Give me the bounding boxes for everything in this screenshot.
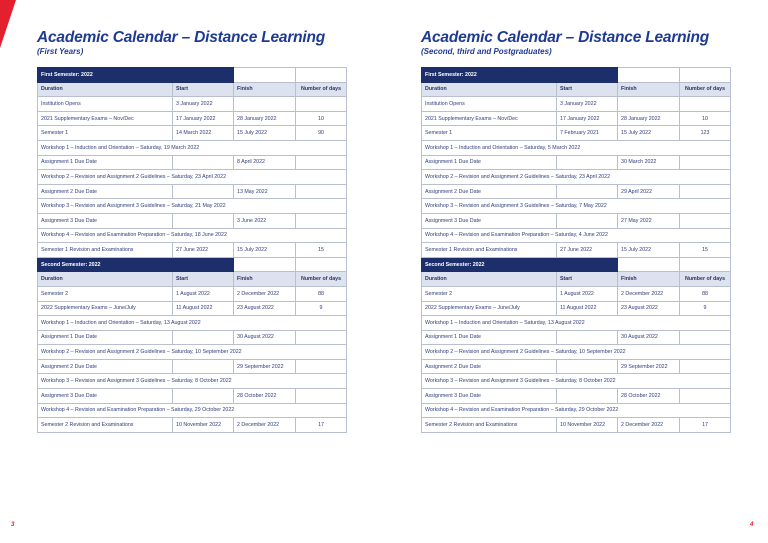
workshop-cell: Workshop 4 – Revision and Examination Preparation – Saturday, 18 June 2022 (38, 228, 347, 243)
workshop-cell: Workshop 1 – Induction and Orientation – Saturday, 5 March 2022 (422, 140, 731, 155)
workshop-cell: Workshop 1 – Induction and Orientation – Saturday, 13 August 2022 (38, 316, 347, 331)
duration-cell: Assignment 3 Due Date (38, 213, 173, 228)
table-row (422, 97, 731, 112)
duration-cell: Semester 1 Revision and Examinations (422, 243, 557, 258)
calendar-table (421, 67, 731, 433)
duration-cell: Assignment 2 Due Date (422, 359, 557, 374)
table-row (422, 155, 731, 170)
start-cell (557, 359, 618, 374)
blank-cell (296, 257, 347, 272)
duration-cell: Semester 2 (38, 286, 173, 301)
workshop-cell: Workshop 1 – Induction and Orientation – Saturday, 13 August 2022 (422, 316, 731, 331)
days-cell (296, 155, 347, 170)
table-row (422, 243, 731, 258)
table-row (38, 286, 347, 301)
start-cell: 11 August 2022 (557, 301, 618, 316)
start-cell (173, 213, 234, 228)
days-cell (296, 213, 347, 228)
blank-cell (296, 68, 347, 83)
table-row (422, 418, 731, 433)
table-row (422, 301, 731, 316)
table-row (38, 155, 347, 170)
workshop-cell: Workshop 3 – Revision and Assignment 3 Guidelines – Saturday, 8 October 2022 (422, 374, 731, 389)
workshop-row (422, 403, 731, 418)
days-cell: 15 (296, 243, 347, 258)
column-header: Start (173, 82, 234, 97)
semester-heading: Second Semester: 2022 (422, 257, 618, 272)
start-cell (173, 155, 234, 170)
workshop-row (422, 228, 731, 243)
duration-cell: Semester 1 Revision and Examinations (38, 243, 173, 258)
days-cell: 88 (296, 286, 347, 301)
workshop-row (422, 140, 731, 155)
duration-cell: 2022 Supplementary Exams – June/July (38, 301, 173, 316)
workshop-row (38, 403, 347, 418)
duration-cell: Assignment 2 Due Date (38, 359, 173, 374)
days-cell: 88 (680, 286, 731, 301)
semester-heading: Second Semester: 2022 (38, 257, 234, 272)
finish-cell: 23 August 2022 (618, 301, 680, 316)
workshop-row (422, 345, 731, 360)
blank-cell (234, 257, 296, 272)
start-cell: 10 November 2022 (173, 418, 234, 433)
page-subtitle: (First Years) (37, 47, 84, 56)
table-row (38, 389, 347, 404)
column-header: Number of days (296, 82, 347, 97)
workshop-row (38, 199, 347, 214)
finish-cell: 29 April 2022 (618, 184, 680, 199)
start-cell: 3 January 2022 (173, 97, 234, 112)
workshop-cell: Workshop 4 – Revision and Examination Preparation – Saturday, 29 October 2022 (422, 403, 731, 418)
blank-cell (618, 257, 680, 272)
workshop-row (422, 170, 731, 185)
start-cell: 27 June 2022 (557, 243, 618, 258)
column-header: Number of days (680, 82, 731, 97)
duration-cell: Assignment 1 Due Date (38, 155, 173, 170)
workshop-cell: Workshop 3 – Revision and Assignment 3 Guidelines – Saturday, 21 May 2022 (38, 199, 347, 214)
workshop-cell: Workshop 4 – Revision and Examination Preparation – Saturday, 29 October 2022 (38, 403, 347, 418)
days-cell: 9 (680, 301, 731, 316)
workshop-cell: Workshop 1 – Induction and Orientation – Saturday, 19 March 2022 (38, 140, 347, 155)
finish-cell: 13 May 2022 (234, 184, 296, 199)
duration-cell: Assignment 3 Due Date (422, 213, 557, 228)
workshop-row (38, 228, 347, 243)
table-row (38, 111, 347, 126)
workshop-row (422, 374, 731, 389)
workshop-cell: Workshop 3 – Revision and Assignment 3 Guidelines – Saturday, 8 October 2022 (38, 374, 347, 389)
semester-heading: First Semester: 2022 (422, 68, 618, 83)
start-cell (557, 213, 618, 228)
table-row (38, 184, 347, 199)
finish-cell: 2 December 2022 (234, 286, 296, 301)
table-row (38, 213, 347, 228)
start-cell: 17 January 2022 (173, 111, 234, 126)
column-header-row (38, 272, 347, 287)
start-cell: 1 August 2022 (173, 286, 234, 301)
left-page (37, 0, 349, 429)
red-corner-stripe (0, 0, 16, 48)
finish-cell: 2 December 2022 (618, 418, 680, 433)
column-header: Start (557, 272, 618, 287)
start-cell: 11 August 2022 (173, 301, 234, 316)
start-cell: 1 August 2022 (557, 286, 618, 301)
column-header: Number of days (680, 272, 731, 287)
finish-cell: 27 May 2022 (618, 213, 680, 228)
start-cell (173, 389, 234, 404)
column-header: Start (557, 82, 618, 97)
duration-cell: Semester 2 (422, 286, 557, 301)
column-header: Finish (234, 272, 296, 287)
workshop-row (38, 345, 347, 360)
table-row (422, 126, 731, 141)
table-row (38, 243, 347, 258)
days-cell: 17 (680, 418, 731, 433)
workshop-cell: Workshop 2 – Revision and Assignment 2 Guidelines – Saturday, 23 April 2022 (422, 170, 731, 185)
column-header: Number of days (296, 272, 347, 287)
workshop-row (38, 140, 347, 155)
workshop-row (422, 199, 731, 214)
table-row (38, 359, 347, 374)
duration-cell: Assignment 1 Due Date (38, 330, 173, 345)
finish-cell: 3 June 2022 (234, 213, 296, 228)
table-row (422, 184, 731, 199)
start-cell (557, 155, 618, 170)
semester-heading: First Semester: 2022 (38, 68, 234, 83)
days-cell: 123 (680, 126, 731, 141)
start-cell: 10 November 2022 (557, 418, 618, 433)
duration-cell: Semester 2 Revision and Examinations (422, 418, 557, 433)
duration-cell: Institution Opens (38, 97, 173, 112)
table-row (38, 418, 347, 433)
blank-cell (680, 257, 731, 272)
days-cell (680, 330, 731, 345)
blank-cell (234, 68, 296, 83)
days-cell (680, 155, 731, 170)
start-cell (557, 184, 618, 199)
blank-cell (618, 68, 680, 83)
finish-cell: 28 October 2022 (618, 389, 680, 404)
start-cell: 3 January 2022 (557, 97, 618, 112)
days-cell (296, 97, 347, 112)
finish-cell (618, 97, 680, 112)
workshop-row (38, 316, 347, 331)
workshop-cell: Workshop 2 – Revision and Assignment 2 Guidelines – Saturday, 10 September 2022 (38, 345, 347, 360)
finish-cell: 29 September 2022 (618, 359, 680, 374)
days-cell: 17 (296, 418, 347, 433)
finish-cell: 23 August 2022 (234, 301, 296, 316)
duration-cell: Assignment 1 Due Date (422, 155, 557, 170)
workshop-row (38, 374, 347, 389)
table-row (38, 97, 347, 112)
finish-cell: 28 January 2022 (234, 111, 296, 126)
start-cell (557, 389, 618, 404)
start-cell (173, 359, 234, 374)
days-cell (680, 359, 731, 374)
workshop-row (422, 316, 731, 331)
workshop-row (38, 170, 347, 185)
table-row (38, 301, 347, 316)
semester-header-row (422, 68, 731, 83)
duration-cell: Assignment 2 Due Date (38, 184, 173, 199)
workshop-cell: Workshop 4 – Revision and Examination Preparation – Saturday, 4 June 2022 (422, 228, 731, 243)
finish-cell: 15 July 2022 (618, 126, 680, 141)
days-cell: 10 (296, 111, 347, 126)
finish-cell: 15 July 2022 (234, 243, 296, 258)
days-cell (680, 389, 731, 404)
start-cell: 14 March 2022 (173, 126, 234, 141)
semester-header-row (38, 68, 347, 83)
duration-cell: Assignment 3 Due Date (38, 389, 173, 404)
days-cell: 90 (296, 126, 347, 141)
column-header: Duration (38, 272, 173, 287)
page-number: 3 (11, 522, 15, 528)
table-row (38, 330, 347, 345)
start-cell (173, 184, 234, 199)
duration-cell: 2021 Supplementary Exams – Nov/Dec (38, 111, 173, 126)
finish-cell: 28 October 2022 (234, 389, 296, 404)
semester-header-row (422, 257, 731, 272)
duration-cell: Semester 1 (38, 126, 173, 141)
days-cell: 10 (680, 111, 731, 126)
column-header-row (38, 82, 347, 97)
table-row (422, 286, 731, 301)
column-header: Finish (618, 272, 680, 287)
table-row (422, 330, 731, 345)
calendar-table (37, 67, 347, 433)
days-cell (680, 184, 731, 199)
table-row (422, 359, 731, 374)
finish-cell: 30 August 2022 (234, 330, 296, 345)
page-subtitle: (Second, third and Postgraduates) (421, 47, 552, 56)
finish-cell: 30 March 2022 (618, 155, 680, 170)
finish-cell: 15 July 2022 (234, 126, 296, 141)
days-cell: 9 (296, 301, 347, 316)
duration-cell: Assignment 2 Due Date (422, 184, 557, 199)
table-row (422, 213, 731, 228)
days-cell (296, 330, 347, 345)
finish-cell (234, 97, 296, 112)
days-cell (296, 184, 347, 199)
workshop-cell: Workshop 2 – Revision and Assignment 2 Guidelines – Saturday, 10 September 2022 (422, 345, 731, 360)
start-cell (173, 330, 234, 345)
duration-cell: 2022 Supplementary Exams – June/July (422, 301, 557, 316)
table-row (422, 389, 731, 404)
workshop-cell: Workshop 2 – Revision and Assignment 2 Guidelines – Saturday, 23 April 2022 (38, 170, 347, 185)
finish-cell: 30 August 2022 (618, 330, 680, 345)
column-header-row (422, 82, 731, 97)
page-number: 4 (750, 522, 754, 528)
workshop-cell: Workshop 3 – Revision and Assignment 3 Guidelines – Saturday, 7 May 2022 (422, 199, 731, 214)
days-cell (680, 213, 731, 228)
days-cell: 15 (680, 243, 731, 258)
start-cell: 7 February 2021 (557, 126, 618, 141)
column-header: Duration (38, 82, 173, 97)
duration-cell: Institution Opens (422, 97, 557, 112)
column-header: Start (173, 272, 234, 287)
start-cell: 27 June 2022 (173, 243, 234, 258)
duration-cell: Assignment 3 Due Date (422, 389, 557, 404)
table-row (38, 126, 347, 141)
table-row (422, 111, 731, 126)
page-title: Academic Calendar – Distance Learning (37, 29, 326, 46)
column-header: Finish (618, 82, 680, 97)
finish-cell: 28 January 2022 (618, 111, 680, 126)
finish-cell: 8 April 2022 (234, 155, 296, 170)
start-cell (557, 330, 618, 345)
page-title: Academic Calendar – Distance Learning (421, 29, 710, 46)
right-page (421, 0, 733, 429)
duration-cell: Semester 2 Revision and Examinations (38, 418, 173, 433)
days-cell (680, 97, 731, 112)
finish-cell: 15 July 2022 (618, 243, 680, 258)
start-cell: 17 January 2022 (557, 111, 618, 126)
column-header-row (422, 272, 731, 287)
finish-cell: 29 September 2022 (234, 359, 296, 374)
column-header: Duration (422, 272, 557, 287)
duration-cell: Semester 1 (422, 126, 557, 141)
blank-cell (680, 68, 731, 83)
finish-cell: 2 December 2022 (234, 418, 296, 433)
duration-cell: 2021 Supplementary Exams – Nov/Dec (422, 111, 557, 126)
column-header: Duration (422, 82, 557, 97)
column-header: Finish (234, 82, 296, 97)
days-cell (296, 389, 347, 404)
duration-cell: Assignment 1 Due Date (422, 330, 557, 345)
finish-cell: 2 December 2022 (618, 286, 680, 301)
semester-header-row (38, 257, 347, 272)
days-cell (296, 359, 347, 374)
